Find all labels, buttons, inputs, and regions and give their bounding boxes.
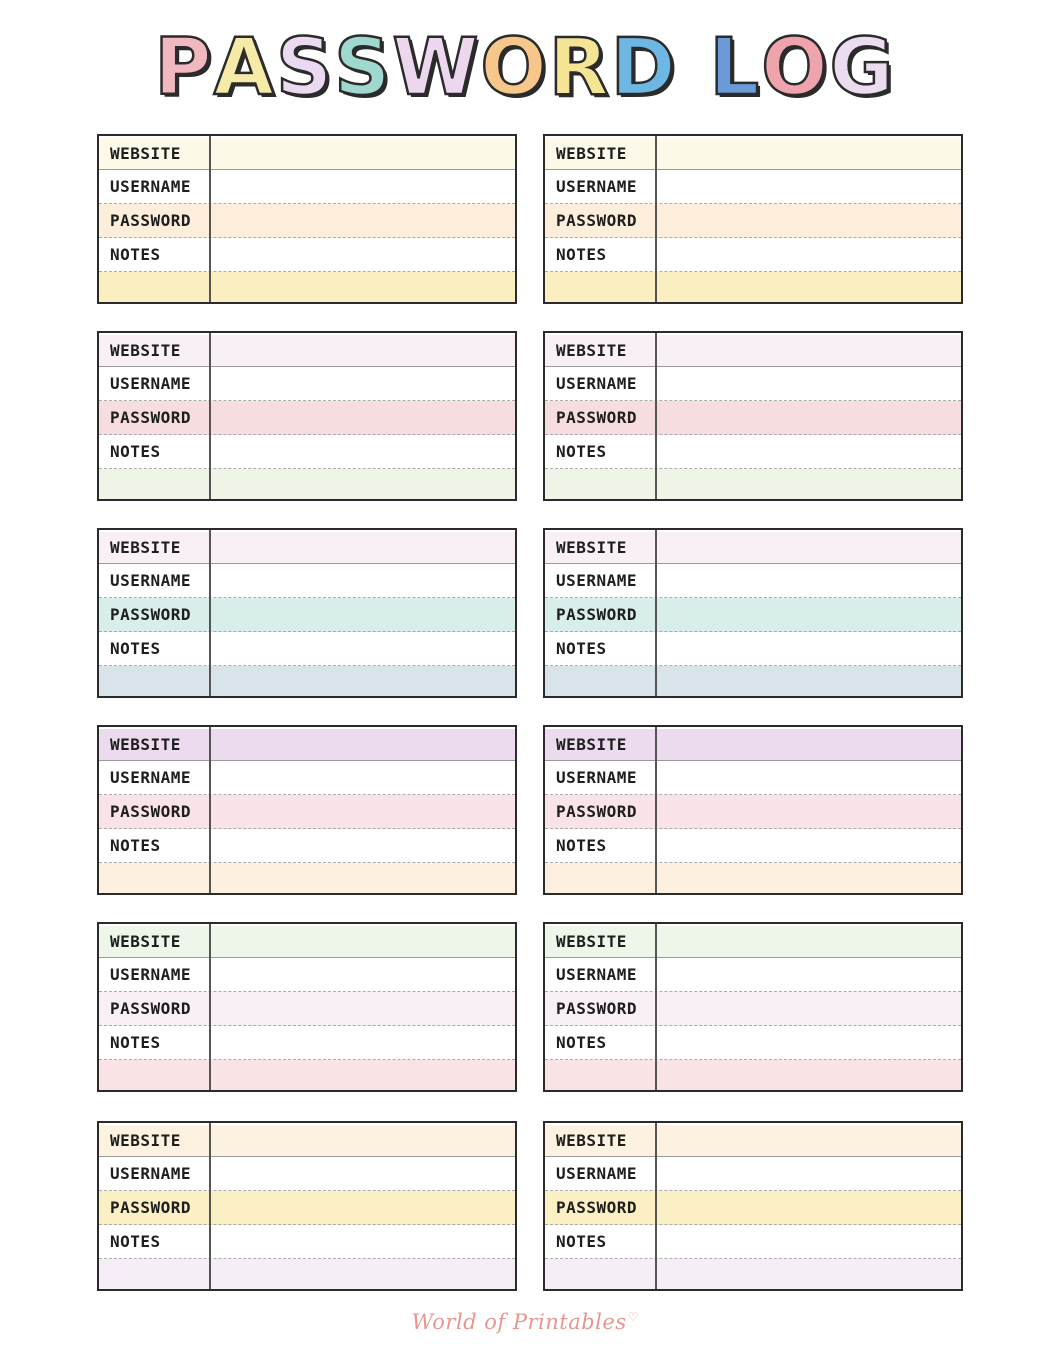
column-divider [655, 136, 657, 302]
password-label: PASSWORD [556, 408, 638, 427]
password-entry-card [543, 134, 963, 304]
website-row[interactable] [545, 926, 961, 958]
notes-label: NOTES [110, 639, 161, 658]
notes-label: NOTES [556, 1232, 607, 1251]
username-row[interactable] [545, 1157, 961, 1191]
password-label: PASSWORD [556, 605, 638, 624]
username-label: USERNAME [556, 768, 638, 787]
title-letter: R [548, 23, 611, 113]
extra-row[interactable] [99, 469, 515, 499]
username-label: USERNAME [556, 1164, 638, 1183]
password-label: PASSWORD [556, 999, 638, 1018]
website-label: WEBSITE [110, 341, 181, 360]
notes-label: NOTES [556, 1033, 607, 1052]
password-row[interactable] [545, 401, 961, 435]
extra-row[interactable] [545, 863, 961, 893]
website-label: WEBSITE [556, 341, 627, 360]
extra-row[interactable] [99, 863, 515, 893]
username-label: USERNAME [110, 177, 192, 196]
notes-label: NOTES [110, 245, 161, 264]
password-row[interactable] [545, 598, 961, 632]
title-letter: A [213, 23, 276, 113]
page-title [0, 23, 1050, 113]
extra-row[interactable] [545, 1259, 961, 1289]
password-entry-card [97, 725, 517, 895]
notes-label: NOTES [110, 1033, 161, 1052]
extra-row[interactable] [99, 666, 515, 696]
title-letter: O [761, 23, 830, 113]
notes-label: NOTES [556, 245, 607, 264]
title-letter: P [154, 23, 214, 113]
notes-row[interactable] [99, 435, 515, 469]
website-label: WEBSITE [110, 932, 181, 951]
column-divider [209, 924, 211, 1090]
username-label: USERNAME [110, 571, 192, 590]
column-divider [209, 727, 211, 893]
password-entry-card [97, 922, 517, 1092]
password-entry-card [97, 528, 517, 698]
title-letter: S [334, 23, 393, 113]
password-label: PASSWORD [556, 211, 638, 230]
extra-row[interactable] [99, 272, 515, 302]
password-label: PASSWORD [556, 802, 638, 821]
username-row[interactable] [545, 564, 961, 598]
website-label: WEBSITE [110, 1131, 181, 1150]
notes-label: NOTES [556, 442, 607, 461]
notes-label: NOTES [110, 1232, 161, 1251]
website-row[interactable] [545, 729, 961, 761]
password-label: PASSWORD [110, 999, 192, 1018]
password-row[interactable] [545, 204, 961, 238]
website-label: WEBSITE [556, 932, 627, 951]
website-row[interactable] [99, 926, 515, 958]
notes-row[interactable] [99, 1026, 515, 1060]
column-divider [209, 1123, 211, 1289]
title-letter: L [709, 23, 762, 113]
password-label: PASSWORD [556, 1198, 638, 1217]
column-divider [655, 727, 657, 893]
notes-label: NOTES [556, 639, 607, 658]
website-row[interactable] [99, 1125, 515, 1157]
username-label: USERNAME [556, 965, 638, 984]
column-divider [655, 530, 657, 696]
website-row[interactable] [545, 138, 961, 170]
notes-row[interactable] [99, 1225, 515, 1259]
extra-row[interactable] [545, 666, 961, 696]
password-entry-card [97, 331, 517, 501]
username-row[interactable] [545, 958, 961, 992]
password-label: PASSWORD [110, 802, 192, 821]
password-row[interactable] [99, 401, 515, 435]
notes-label: NOTES [110, 836, 161, 855]
notes-row[interactable] [545, 238, 961, 272]
password-row[interactable] [99, 795, 515, 829]
website-label: WEBSITE [556, 1131, 627, 1150]
title-letter: D [610, 23, 678, 113]
notes-label: NOTES [110, 442, 161, 461]
brand-name: World of Printables [411, 1310, 627, 1334]
password-entry-card [543, 725, 963, 895]
username-label: USERNAME [110, 374, 192, 393]
website-row[interactable] [99, 335, 515, 367]
website-row[interactable] [99, 138, 515, 170]
username-label: USERNAME [110, 965, 192, 984]
website-row[interactable] [99, 532, 515, 564]
title-letter: S [275, 23, 335, 113]
username-row[interactable] [545, 170, 961, 204]
password-row[interactable] [545, 795, 961, 829]
username-label: USERNAME [556, 177, 638, 196]
column-divider [655, 924, 657, 1090]
password-label: PASSWORD [110, 211, 192, 230]
password-row[interactable] [99, 598, 515, 632]
notes-row[interactable] [545, 435, 961, 469]
website-row[interactable] [545, 335, 961, 367]
footer-brand [0, 1310, 1050, 1346]
password-entry-card [97, 134, 517, 304]
extra-row[interactable] [545, 272, 961, 302]
username-row[interactable] [99, 958, 515, 992]
password-row[interactable] [99, 992, 515, 1026]
heart-icon: ♡ [627, 1310, 639, 1324]
column-divider [209, 333, 211, 499]
website-label: WEBSITE [110, 735, 181, 754]
website-label: WEBSITE [556, 735, 627, 754]
website-label: WEBSITE [110, 144, 181, 163]
username-row[interactable] [545, 367, 961, 401]
password-entry-card [97, 1121, 517, 1291]
password-label: PASSWORD [110, 1198, 192, 1217]
website-row[interactable] [545, 532, 961, 564]
password-entry-card [543, 1121, 963, 1291]
website-label: WEBSITE [556, 144, 627, 163]
website-row[interactable] [99, 729, 515, 761]
password-label: PASSWORD [110, 605, 192, 624]
website-label: WEBSITE [110, 538, 181, 557]
password-row[interactable] [99, 1191, 515, 1225]
notes-row[interactable] [545, 1225, 961, 1259]
notes-row[interactable] [99, 632, 515, 666]
website-row[interactable] [545, 1125, 961, 1157]
username-row[interactable] [545, 761, 961, 795]
notes-row[interactable] [99, 238, 515, 272]
username-row[interactable] [99, 367, 515, 401]
column-divider [209, 136, 211, 302]
username-row[interactable] [99, 761, 515, 795]
website-label: WEBSITE [556, 538, 627, 557]
username-label: USERNAME [556, 374, 638, 393]
extra-row[interactable] [545, 469, 961, 499]
column-divider [209, 530, 211, 696]
title-letter: W [392, 23, 481, 113]
password-entry-card [543, 922, 963, 1092]
extra-row[interactable] [99, 1060, 515, 1090]
column-divider [655, 333, 657, 499]
notes-row[interactable] [545, 1026, 961, 1060]
notes-label: NOTES [556, 836, 607, 855]
password-label: PASSWORD [110, 408, 192, 427]
username-row[interactable] [99, 564, 515, 598]
username-label: USERNAME [110, 1164, 192, 1183]
title-letter: O [480, 23, 549, 113]
password-entry-card [543, 528, 963, 698]
extra-row[interactable] [545, 1060, 961, 1090]
username-row[interactable] [99, 170, 515, 204]
notes-row[interactable] [545, 632, 961, 666]
column-divider [655, 1123, 657, 1289]
password-row[interactable] [545, 1191, 961, 1225]
password-row[interactable] [99, 204, 515, 238]
username-row[interactable] [99, 1157, 515, 1191]
title-letter: G [829, 23, 896, 113]
extra-row[interactable] [99, 1259, 515, 1289]
password-row[interactable] [545, 992, 961, 1026]
notes-row[interactable] [99, 829, 515, 863]
password-entry-card [543, 331, 963, 501]
username-label: USERNAME [110, 768, 192, 787]
notes-row[interactable] [545, 829, 961, 863]
username-label: USERNAME [556, 571, 638, 590]
